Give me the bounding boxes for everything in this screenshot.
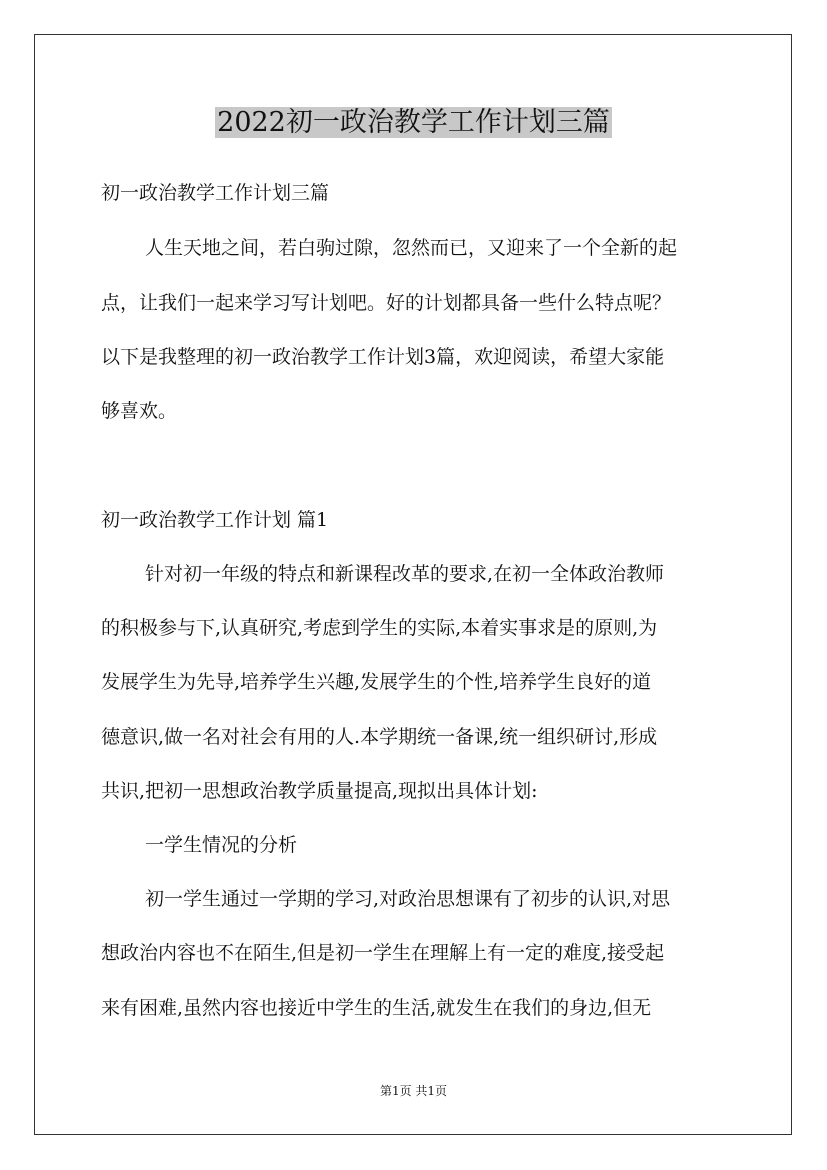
page-footer: 第1页 共1页 (379, 1084, 448, 1098)
paragraph-line: 共识,把初一思想政治教学质量提高,现拟出具体计划: (101, 780, 538, 802)
intro-line-3: 以下是我整理的初一政治教学工作计划3篇，欢迎阅读，希望大家能 (101, 346, 665, 368)
intro-line-2: 点，让我们一起来学习写计划吧。好的计划都具备一些什么特点呢？ (101, 292, 672, 314)
paragraph-line: 想政治内容也不在陌生,但是初一学生在理解上有一定的难度,接受起 (101, 942, 665, 964)
subtitle: 初一政治教学工作计划三篇 (101, 182, 330, 204)
document-title-text: 2022初一政治教学工作计划三篇 (217, 107, 610, 138)
section-heading: 初一政治教学工作计划 篇1 (101, 509, 329, 531)
paragraph-line: 德意识,做一名对社会有用的人.本学期统一备课,统一组织研讨,形成 (101, 726, 658, 748)
paragraph-line: 针对初一年级的特点和新课程改革的要求,在初一全体政治教师 (145, 563, 665, 585)
paragraph-line: 来有困难,虽然内容也接近中学生的生活,就发生在我们的身边,但无 (101, 997, 652, 1019)
intro-line-4: 够喜欢。 (101, 400, 178, 422)
paragraph-line: 的积极参与下,认真研究,考虑到学生的实际,本着实事求是的原则,为 (101, 617, 658, 639)
paragraph-line: 初一学生通过一学期的学习,对政治思想课有了初步的认识,对思 (145, 888, 671, 910)
intro-line-1: 人生天地之间，若白驹过隙，忽然而已，又迎来了一个全新的起 (145, 237, 678, 259)
subheading: 一学生情况的分析 (145, 834, 298, 856)
document-title (0, 103, 827, 143)
paragraph-line: 发展学生为先导,培养学生兴趣,发展学生的个性,培养学生良好的道 (101, 671, 652, 693)
